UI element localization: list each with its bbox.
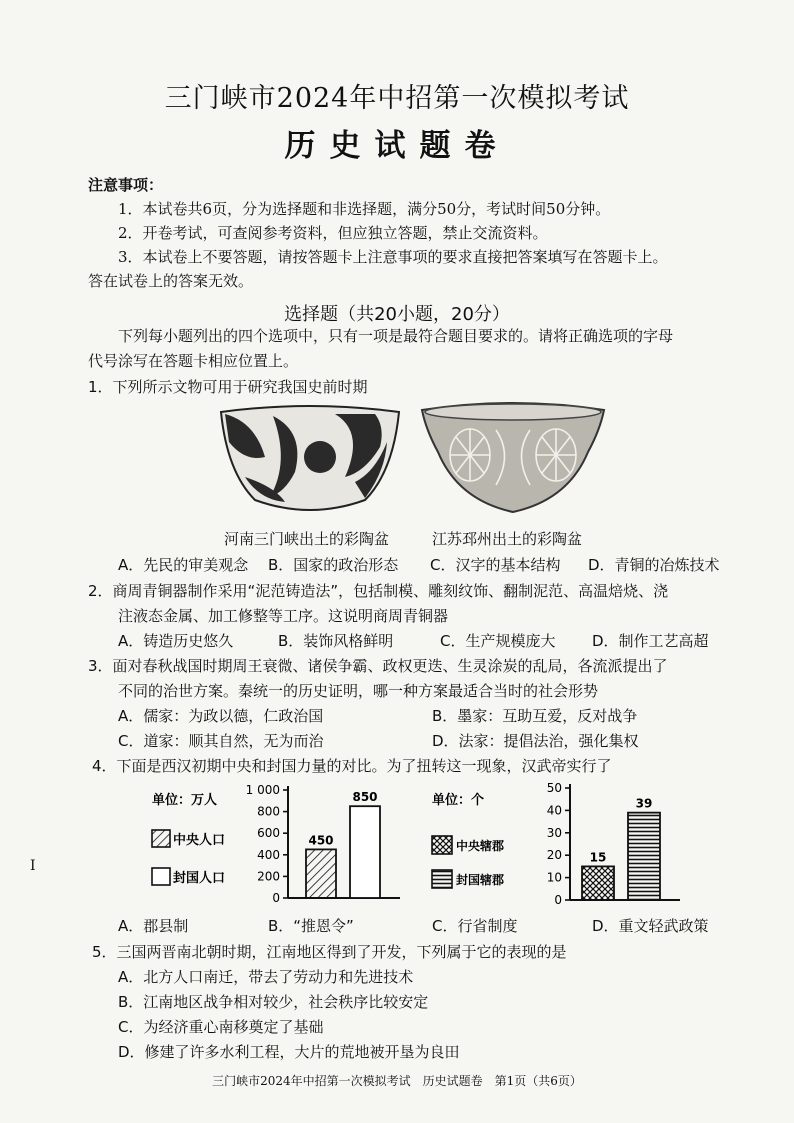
note-item-3-cont: 答在试卷上的答案无效。	[88, 272, 254, 290]
q3-option-c: C．道家：顺其自然，无为而治	[118, 732, 324, 750]
q1-stem: 1．下列所示文物可用于研究我国史前时期	[88, 378, 368, 396]
painted-pottery-basin-pizhou-image	[418, 400, 608, 522]
c2-bar-2	[628, 813, 660, 900]
c2-data-label-1: 15	[589, 850, 607, 865]
q1-image2-caption: 江苏邳州出土的彩陶盆	[432, 530, 583, 548]
q2-option-a: A．铸造历史悠久	[118, 632, 234, 650]
q3-option-b: B．墨家：互助互爱，反对战争	[432, 707, 638, 725]
population-comparison-chart	[140, 778, 400, 908]
q2-stem-2: 注液态金属、加工修整等工序。这说明商周青铜器	[118, 607, 449, 625]
q3-stem-2: 不同的治世方案。秦统一的历史证明，哪一种方案最适合当时的社会形势	[118, 682, 599, 700]
q1-option-d: D．青铜的冶炼技术	[588, 556, 720, 574]
q4-stem: 4．下面是西汉初期中央和封国力量的对比。为了扭转这一现象，汉武帝实行了	[92, 757, 612, 775]
q4-option-c: C．行省制度	[432, 917, 518, 935]
q2-option-c: C．生产规模庞大	[440, 632, 556, 650]
q5-option-c: C．为经济重心南移奠定了基础	[118, 1018, 324, 1036]
chart1-legend-vassal: 封国人口	[173, 871, 226, 886]
c2-ytick-label: 0	[554, 893, 562, 907]
q1-option-b: B．国家的政治形态	[268, 556, 399, 574]
c1-ytick-label: 200	[257, 869, 280, 884]
q3-option-a: A．儒家：为政以德，仁政治国	[118, 707, 324, 725]
section-instruction-2: 代号涂写在答题卡相应位置上。	[88, 352, 299, 370]
q5-option-d: D．修建了许多水利工程，大片的荒地被开垦为良田	[118, 1043, 460, 1061]
q2-option-b: B．装饰风格鲜明	[278, 632, 394, 650]
c2-ytick-label: 10	[546, 870, 562, 885]
q5-option-b: B．江南地区战争相对较少，社会秩序比较安定	[118, 993, 429, 1011]
section-instruction-1: 下列每小题列出的四个选项中，只有一项是最符合题目要求的。请将正确选项的字母	[118, 327, 674, 345]
exam-title: 三门峡市2024年中招第一次模拟考试	[164, 83, 630, 114]
chart1-legend-swatch-central	[152, 830, 170, 847]
chart1-unit-label: 单位：万人	[152, 793, 218, 808]
q4-option-b: B．“推恩令”	[268, 917, 354, 935]
q1-option-c: C．汉字的基本结构	[430, 556, 561, 574]
q2-stem-1: 2．商周青铜器制作采用“泥范铸造法”，包括制模、雕刻纹饰、翻制泥范、高温焙烧、浇	[88, 582, 669, 600]
notes-heading: 注意事项：	[88, 176, 164, 194]
chart2-legend-swatch-vassal	[432, 870, 452, 888]
c2-ytick-label: 20	[546, 848, 562, 863]
note-item-1: 1．本试卷共6页，分为选择题和非选择题，满分50分，考试时间50分钟。	[118, 200, 611, 218]
paper-title: 历史试题卷	[284, 128, 510, 164]
q5-stem: 5．三国两晋南北朝时期，江南地区得到了开发，下列属于它的表现的是	[92, 943, 567, 961]
c1-ytick-label: 1 000	[245, 783, 280, 797]
c2-bar-1	[582, 866, 614, 900]
c1-bar-2	[350, 806, 380, 898]
c1-bar-1	[306, 849, 336, 898]
q4-option-a: A．郡县制	[118, 917, 189, 935]
note-item-2: 2．开卷考试，可查阅参考资料，但应独立答题，禁止交流资料。	[118, 224, 548, 242]
c1-ytick-label: 400	[257, 847, 280, 862]
chart2-legend-vassal: 封国辖郡	[456, 873, 505, 887]
c2-data-label-2: 39	[635, 796, 653, 811]
note-item-3: 3．本试卷上不要答题，请按答题卡上注意事项的要求直接把答案填写在答题卡上。	[118, 248, 668, 266]
page-footer: 三门峡市2024年中招第一次模拟考试 历史试题卷 第1页（共6页）	[212, 1074, 582, 1088]
q3-stem-1: 3．面对春秋战国时期周王衰微、诸侯争霸、政权更迭、生灵涂炭的乱局，各流派提出了	[88, 657, 668, 675]
c1-data-label-2: 850	[352, 790, 378, 805]
c2-ytick-label: 50	[546, 781, 562, 795]
section-title: 选择题（共20小题，20分）	[284, 304, 510, 325]
q1-option-a: A．先民的审美观念	[118, 556, 249, 574]
c2-ytick-label: 40	[546, 803, 562, 818]
q2-option-d: D．制作工艺高超	[592, 632, 709, 650]
commandery-comparison-chart	[428, 778, 688, 908]
q4-option-d: D．重文轻武政策	[592, 917, 709, 935]
chart2-legend-swatch-central	[432, 836, 452, 854]
chart2-legend-central: 中央辖郡	[456, 839, 505, 853]
q3-option-d: D．法家：提倡法治，强化集权	[432, 732, 639, 750]
q1-image1-caption: 河南三门峡出土的彩陶盆	[224, 530, 390, 548]
chart1-legend-central: 中央人口	[173, 833, 226, 848]
c1-ytick-label: 0	[272, 891, 280, 905]
q5-option-a: A．北方人口南迁，带去了劳动力和先进技术	[118, 968, 414, 986]
c1-ytick-label: 800	[257, 804, 280, 819]
painted-pottery-basin-sanmenxia-image	[215, 402, 405, 520]
chart1-legend-swatch-vassal	[152, 868, 170, 885]
c1-ytick-label: 600	[257, 826, 280, 841]
c2-ytick-label: 30	[546, 825, 562, 840]
stray-mark: I	[30, 858, 36, 874]
c1-data-label-1: 450	[308, 833, 334, 848]
chart2-unit-label: 单位：个	[432, 793, 485, 808]
